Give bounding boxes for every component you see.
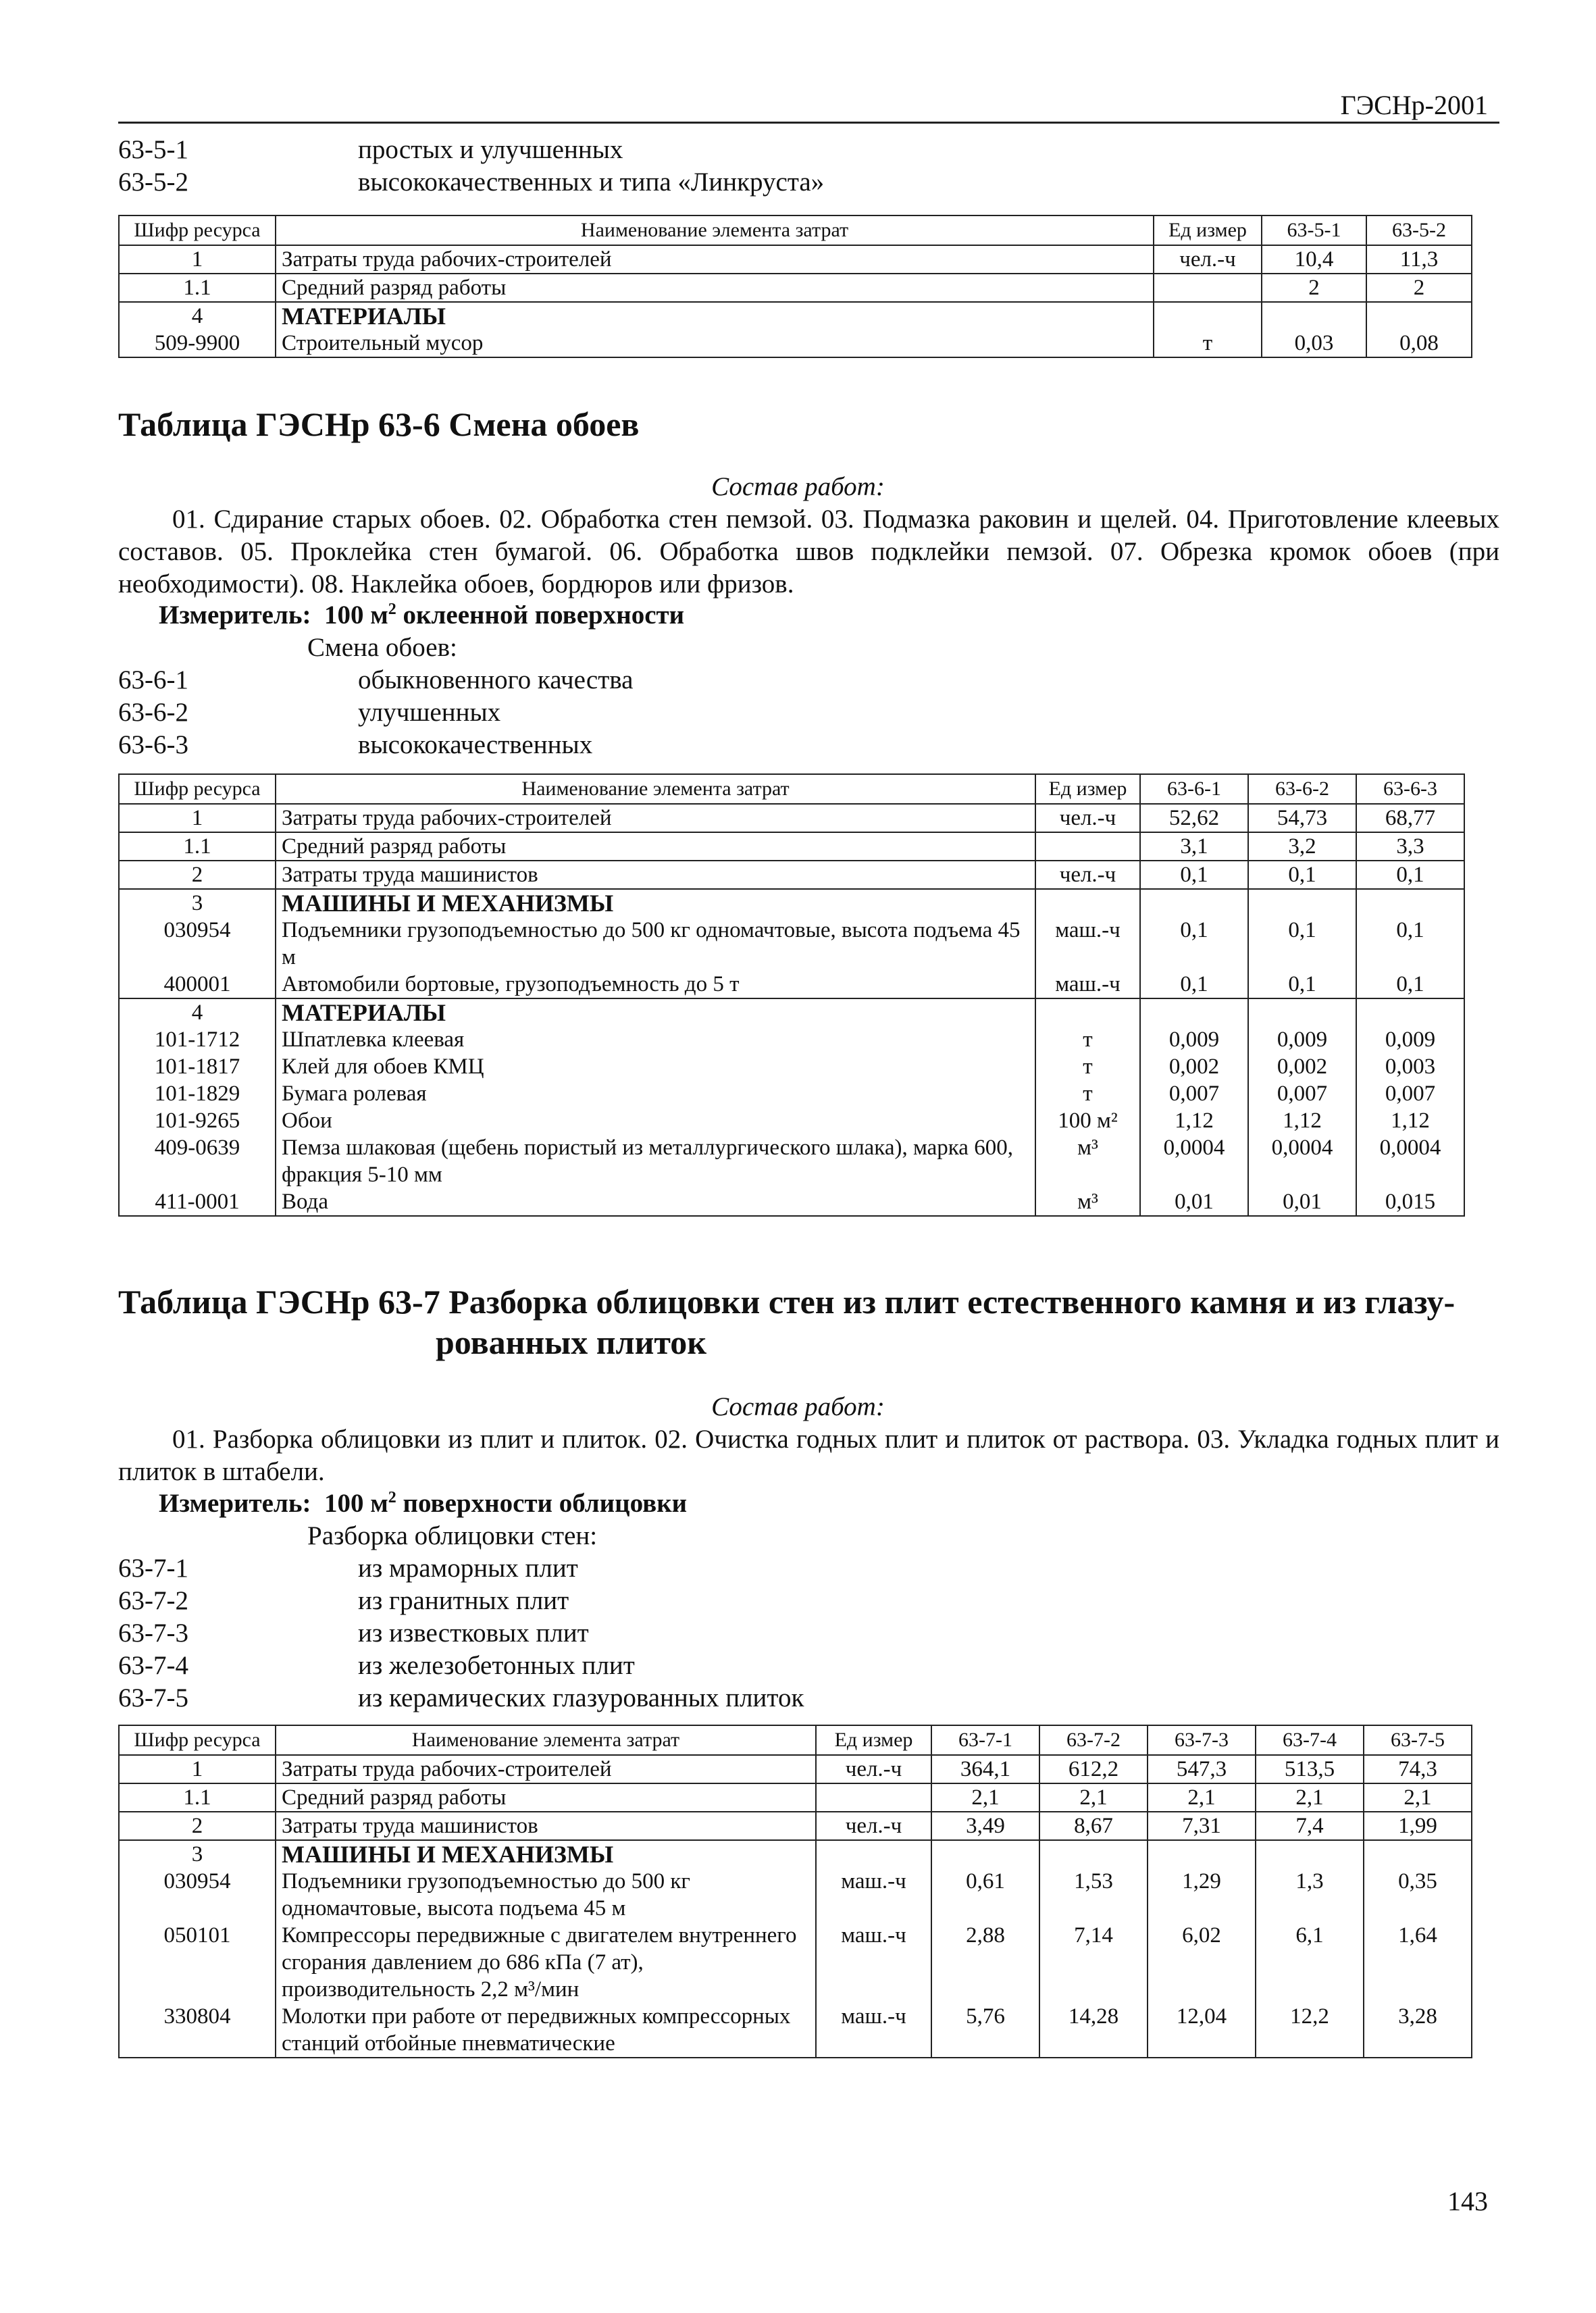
cell-value: 52,62 <box>1140 804 1248 832</box>
cell-value <box>1148 1840 1256 1868</box>
measurer-value: 100 м <box>324 1489 388 1518</box>
cell-value: 0,61 <box>931 1868 1039 1922</box>
cell-name: МАТЕРИАЛЫ <box>276 998 1035 1026</box>
cell-value: 0,009 <box>1356 1026 1464 1053</box>
table-row: 1 Затраты труда рабочих-строителей чел.-ч 10,4 11,3 <box>119 245 1472 274</box>
table-header-row <box>119 1725 1472 1755</box>
cell-value: 54,73 <box>1248 804 1356 832</box>
cell-code: 1 <box>119 804 276 832</box>
cell-value: 2,1 <box>1364 1783 1472 1812</box>
table-row <box>119 2003 1472 2058</box>
cell-value: 1,99 <box>1364 1812 1472 1840</box>
cell-code: 3 <box>119 889 276 917</box>
table-row <box>119 971 1464 998</box>
cell-value: 364,1 <box>931 1755 1039 1783</box>
col-header-value: 63-7-4 <box>1256 1725 1364 1755</box>
composition-heading: Состав работ: <box>711 1392 885 1421</box>
cell-name: Подъемники грузоподъемностью до 500 кг одномачтовые, высота подъема 45 м <box>276 917 1035 971</box>
cell-name: Затраты труда рабочих-строителей <box>276 804 1035 832</box>
cell-value: 0,1 <box>1140 917 1248 971</box>
cell-unit: чел.-ч <box>816 1755 931 1783</box>
table-row <box>119 1134 1464 1188</box>
table-header-row <box>119 774 1464 804</box>
cell-value <box>931 1840 1039 1868</box>
cell-value <box>1356 889 1464 917</box>
cell-value: 7,31 <box>1148 1812 1256 1840</box>
table-row <box>119 861 1464 889</box>
cell-code: 101-1829 <box>119 1080 276 1107</box>
cell-unit <box>1035 998 1140 1026</box>
cell-value: 0,1 <box>1248 861 1356 889</box>
cell-value <box>1356 998 1464 1026</box>
table-row <box>119 1107 1464 1134</box>
cell-value <box>1248 889 1356 917</box>
table-row <box>119 804 1464 832</box>
col-header-unit: Ед измер <box>1154 215 1262 245</box>
cell-value: 1,29 <box>1148 1868 1256 1922</box>
col-header-code: Шифр ресурса <box>119 774 276 804</box>
cell-code: 409-0639 <box>119 1134 276 1188</box>
col-header-value: 63-5-2 <box>1366 215 1472 245</box>
cell-value: 12,2 <box>1256 2003 1364 2058</box>
table-row <box>119 1840 1472 1868</box>
cell-value: 547,3 <box>1148 1755 1256 1783</box>
cell-value: 0,007 <box>1140 1080 1248 1107</box>
col-header-name: Наименование элемента затрат <box>276 1725 816 1755</box>
cell-value: 68,77 <box>1356 804 1464 832</box>
cell-unit: чел.-ч <box>816 1812 931 1840</box>
title-line-2: рованных плиток <box>436 1323 707 1361</box>
cell-value: 8,67 <box>1039 1812 1148 1840</box>
page-number: 143 <box>1447 2186 1488 2216</box>
col-header-unit: Ед измер <box>1035 774 1140 804</box>
col-header-value: 63-6-2 <box>1248 774 1356 804</box>
cell-name: Автомобили бортовые, грузоподъемность до 5 т <box>276 971 1035 998</box>
cell-name: Компрессоры передвижные с двигателем внутреннего сгорания давлением до 686 кПа (7 ат), производительность 2,2 м³/мин <box>276 1922 816 2003</box>
measurer-label: Измеритель: <box>159 1489 311 1518</box>
list-item: 63-7-3 из известковых плит <box>118 1619 589 1648</box>
cell-code: 101-1712 <box>119 1026 276 1053</box>
col-header-code: Шифр ресурса <box>119 215 276 245</box>
list-item: 63-6-2 улучшенных <box>118 698 501 727</box>
cell-value: 1,12 <box>1356 1107 1464 1134</box>
header-code: ГЭСНр-2001 <box>1340 90 1488 120</box>
table-row: 1.1 Средний разряд работы 2 2 <box>119 274 1472 302</box>
table-row <box>119 917 1464 971</box>
cell-name: Пемза шлаковая (щебень пористый из металлургического шлака), марка 600, фракция 5-10 мм <box>276 1134 1035 1188</box>
table-row <box>119 1922 1472 2003</box>
cell-value <box>1364 1840 1472 1868</box>
cell-value <box>1039 1840 1148 1868</box>
cell-value: 14,28 <box>1039 2003 1148 2058</box>
cell-name: Затраты труда рабочих-строителей <box>276 1755 816 1783</box>
cell-value: 3,2 <box>1248 832 1356 861</box>
cell-name: Средний разряд работы <box>276 832 1035 861</box>
list-item: 63-6-3 высококачественных <box>118 730 593 759</box>
cell-value: 0,1 <box>1248 917 1356 971</box>
cell-value: 0,01 <box>1140 1188 1248 1216</box>
list-item: 63-6-1 обыкновенного качества <box>118 665 634 694</box>
cell-name: Затраты труда машинистов <box>276 1812 816 1840</box>
cell-value: 0,1 <box>1140 861 1248 889</box>
list-item: 63-5-2 высококачественных и типа «Линкруста» <box>118 168 825 197</box>
cell-code: 4 <box>119 998 276 1026</box>
cell-name: Затраты труда машинистов <box>276 861 1035 889</box>
cell-name: Бумага ролевая <box>276 1080 1035 1107</box>
cell-value: 6,1 <box>1256 1922 1364 2003</box>
list-item: 63-7-4 из железобетонных плит <box>118 1651 635 1680</box>
cell-unit: маш.-ч <box>816 1922 931 2003</box>
cell-value <box>1140 889 1248 917</box>
cell-value: 0,1 <box>1356 971 1464 998</box>
table-63-5 <box>118 215 1472 358</box>
cell-value: 0,01 <box>1248 1188 1356 1216</box>
col-header-value: 63-6-3 <box>1356 774 1464 804</box>
cell-unit: маш.-ч <box>1035 971 1140 998</box>
table-row <box>119 1868 1472 1922</box>
cell-unit <box>816 1840 931 1868</box>
cell-value: 3,28 <box>1364 2003 1472 2058</box>
top-code-list <box>118 134 824 199</box>
cell-value: 0,003 <box>1356 1053 1464 1080</box>
cell-code: 101-9265 <box>119 1107 276 1134</box>
cell-code: 2 <box>119 861 276 889</box>
cell-unit: м³ <box>1035 1188 1140 1216</box>
cell-value: 0,007 <box>1248 1080 1356 1107</box>
cell-name: Средний разряд работы <box>276 1783 816 1812</box>
cell-code: 400001 <box>119 971 276 998</box>
cell-value: 0,0004 <box>1356 1134 1464 1188</box>
cell-name: МАШИНЫ И МЕХАНИЗМЫ <box>276 1840 816 1868</box>
cell-value: 612,2 <box>1039 1755 1148 1783</box>
cell-value: 3,3 <box>1356 832 1464 861</box>
cell-code: 1.1 <box>119 1783 276 1812</box>
cell-unit: м³ <box>1035 1134 1140 1188</box>
table-row: 4 МАТЕРИАЛЫ <box>119 302 1472 330</box>
cell-value: 2,1 <box>931 1783 1039 1812</box>
cell-unit: 100 м² <box>1035 1107 1140 1134</box>
col-header-value: 63-7-1 <box>931 1725 1039 1755</box>
cell-value <box>1256 1840 1364 1868</box>
cell-value: 1,64 <box>1364 1922 1472 2003</box>
col-header-unit: Ед измер <box>816 1725 931 1755</box>
table-row <box>119 998 1464 1026</box>
cell-value: 2,1 <box>1256 1783 1364 1812</box>
cell-value: 3,1 <box>1140 832 1248 861</box>
measurer-sup: 2 <box>388 601 396 618</box>
cell-code: 1.1 <box>119 832 276 861</box>
cell-value: 0,1 <box>1356 861 1464 889</box>
cell-code: 3 <box>119 1840 276 1868</box>
cell-value: 5,76 <box>931 2003 1039 2058</box>
cell-value: 2,1 <box>1148 1783 1256 1812</box>
col-header-value: 63-7-3 <box>1148 1725 1256 1755</box>
table-row <box>119 1783 1472 1812</box>
cell-code: 050101 <box>119 1922 276 2003</box>
cell-value: 12,04 <box>1148 2003 1256 2058</box>
cell-value <box>1248 998 1356 1026</box>
col-header-value: 63-6-1 <box>1140 774 1248 804</box>
measurer-rest: оклеенной поверхности <box>396 601 685 630</box>
cell-code: 330804 <box>119 2003 276 2058</box>
col-header-value: 63-7-2 <box>1039 1725 1148 1755</box>
cell-unit: т <box>1035 1053 1140 1080</box>
cell-value: 7,4 <box>1256 1812 1364 1840</box>
cell-code: 411-0001 <box>119 1188 276 1216</box>
table-row: 509-9900 Строительный мусор т 0,03 0,08 <box>119 330 1472 357</box>
cell-unit: т <box>1035 1080 1140 1107</box>
title-line-1: Таблица ГЭСНр 63-7 Разборка облицовки стен из плит естественного камня и из глазу- <box>118 1283 1456 1321</box>
table-63-7-title <box>118 1281 1455 1363</box>
cell-unit: чел.-ч <box>1035 861 1140 889</box>
composition-text: 01. Разборка облицовки из плит и плиток. 02. Очистка годных плит и плиток от раствора. 03. Укладка годных плит и плиток в штабели. <box>118 1425 1499 1486</box>
list-caption: Разборка облицовки стен: <box>307 1521 598 1550</box>
composition-text: 01. Сдирание старых обоев. 02. Обработка стен пемзой. 03. Подмазка раковин и щелей. 04. Приготовление клеевых составов. 05. Проклейка стен бумагой. 06. Обработка швов подклейки пемзой. 07. Обрезка кромок обоев (при необходимости). 08. Наклейка обоев, бордюров или фризов. <box>118 505 1499 599</box>
measurer-value: 100 м <box>324 601 388 630</box>
cell-name: Молотки при работе от передвижных компрессорных станций отбойные пневматические <box>276 2003 816 2058</box>
cell-value: 0,009 <box>1248 1026 1356 1053</box>
cell-value: 0,0004 <box>1140 1134 1248 1188</box>
cell-unit: маш.-ч <box>1035 917 1140 971</box>
cell-unit <box>1035 832 1140 861</box>
table-row <box>119 1755 1472 1783</box>
cell-value: 6,02 <box>1148 1922 1256 2003</box>
measurer <box>159 1488 687 1519</box>
cell-value: 2,88 <box>931 1922 1039 2003</box>
table-header-row <box>119 215 1472 245</box>
table-row <box>119 1053 1464 1080</box>
cell-name: Шпатлевка клеевая <box>276 1026 1035 1053</box>
cell-value: 7,14 <box>1039 1922 1148 2003</box>
cell-value: 0,009 <box>1140 1026 1248 1053</box>
list-item: 63-7-1 из мраморных плит <box>118 1554 578 1583</box>
cell-unit: чел.-ч <box>1035 804 1140 832</box>
cell-code: 030954 <box>119 1868 276 1922</box>
measurer-sup: 2 <box>388 1489 396 1506</box>
code-list-63-6 <box>118 632 633 761</box>
measurer-label: Измеритель: <box>159 601 311 630</box>
cell-name: Вода <box>276 1188 1035 1216</box>
cell-name: Клей для обоев КМЦ <box>276 1053 1035 1080</box>
cell-value: 74,3 <box>1364 1755 1472 1783</box>
cell-code: 101-1817 <box>119 1053 276 1080</box>
cell-value: 0,0004 <box>1248 1134 1356 1188</box>
cell-value: 2,1 <box>1039 1783 1148 1812</box>
cell-unit: маш.-ч <box>816 2003 931 2058</box>
cell-value: 1,53 <box>1039 1868 1148 1922</box>
cell-value: 0,1 <box>1248 971 1356 998</box>
list-item: 63-7-2 из гранитных плит <box>118 1586 569 1615</box>
cell-value: 3,49 <box>931 1812 1039 1840</box>
cell-value: 0,015 <box>1356 1188 1464 1216</box>
list-item: 63-7-5 из керамических глазурованных плиток <box>118 1683 804 1712</box>
col-header-name: Наименование элемента затрат <box>276 774 1035 804</box>
cell-value: 0,1 <box>1356 917 1464 971</box>
col-header-code: Шифр ресурса <box>119 1725 276 1755</box>
cell-value: 513,5 <box>1256 1755 1364 1783</box>
measurer-rest: поверхности облицовки <box>396 1489 688 1518</box>
code-list-63-7 <box>118 1520 804 1714</box>
cell-value: 0,1 <box>1140 971 1248 998</box>
cell-unit <box>1035 889 1140 917</box>
col-header-value: 63-7-5 <box>1364 1725 1472 1755</box>
table-63-7 <box>118 1725 1472 2058</box>
cell-value <box>1140 998 1248 1026</box>
cell-value: 1,12 <box>1248 1107 1356 1134</box>
composition-heading: Состав работ: <box>711 472 885 501</box>
cell-value: 0,007 <box>1356 1080 1464 1107</box>
table-row <box>119 1188 1464 1216</box>
cell-name: МАШИНЫ И МЕХАНИЗМЫ <box>276 889 1035 917</box>
table-row <box>119 1812 1472 1840</box>
cell-name: Обои <box>276 1107 1035 1134</box>
col-header-value: 63-5-1 <box>1262 215 1366 245</box>
cell-code: 1 <box>119 1755 276 1783</box>
cell-code: 030954 <box>119 917 276 971</box>
table-row <box>119 832 1464 861</box>
table-row <box>119 1026 1464 1053</box>
list-item: 63-5-1 простых и улучшенных <box>118 135 623 164</box>
header-rule <box>118 122 1499 124</box>
cell-unit <box>816 1783 931 1812</box>
table-63-6-title: Таблица ГЭСНр 63-6 Смена обоев <box>118 405 640 443</box>
cell-unit: т <box>1035 1026 1140 1053</box>
table-row <box>119 889 1464 917</box>
cell-value: 0,002 <box>1140 1053 1248 1080</box>
table-row <box>119 1080 1464 1107</box>
cell-value: 1,12 <box>1140 1107 1248 1134</box>
list-caption: Смена обоев: <box>307 633 457 662</box>
measurer <box>159 600 684 630</box>
cell-value: 0,002 <box>1248 1053 1356 1080</box>
cell-name: Подъемники грузоподъемностью до 500 кг одномачтовые, высота подъема 45 м <box>276 1868 816 1922</box>
table-63-6 <box>118 773 1465 1217</box>
cell-code: 2 <box>119 1812 276 1840</box>
cell-value: 0,35 <box>1364 1868 1472 1922</box>
cell-unit: маш.-ч <box>816 1868 931 1922</box>
cell-value: 1,3 <box>1256 1868 1364 1922</box>
col-header-name: Наименование элемента затрат <box>276 215 1154 245</box>
